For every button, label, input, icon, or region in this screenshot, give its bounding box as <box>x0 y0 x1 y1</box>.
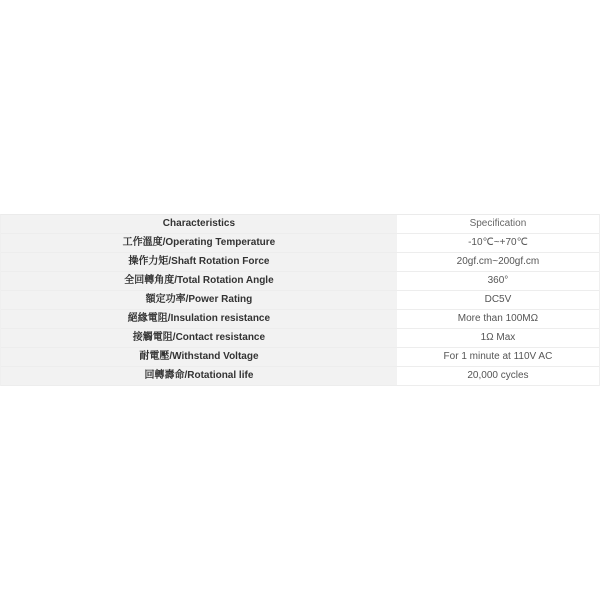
table-header-row <box>1 215 599 234</box>
specification-table <box>0 214 600 386</box>
table-row-operating-temperature <box>1 234 599 253</box>
characteristic-cell: 工作溫度/Operating Temperature <box>1 234 397 252</box>
table-row-power-rating <box>1 291 599 310</box>
specification-cell: DC5V <box>397 291 599 309</box>
table-row-rotational-life <box>1 367 599 386</box>
specification-cell: 1Ω Max <box>397 329 599 347</box>
characteristic-cell: 額定功率/Power Rating <box>1 291 397 309</box>
table-row-shaft-rotation-force <box>1 253 599 272</box>
column-header-specification: Specification <box>397 215 599 233</box>
characteristic-cell: 回轉壽命/Rotational life <box>1 367 397 385</box>
characteristic-cell: 耐電壓/Withstand Voltage <box>1 348 397 366</box>
characteristic-cell: 操作力矩/Shaft Rotation Force <box>1 253 397 271</box>
table-row-insulation-resistance <box>1 310 599 329</box>
characteristic-cell: 接觸電阻/Contact resistance <box>1 329 397 347</box>
specification-cell: 20,000 cycles <box>397 367 599 385</box>
table-row-withstand-voltage <box>1 348 599 367</box>
column-header-characteristics: Characteristics <box>1 215 397 233</box>
characteristic-cell: 全回轉角度/Total Rotation Angle <box>1 272 397 290</box>
table-row-total-rotation-angle <box>1 272 599 291</box>
characteristic-cell: 絕緣電阻/Insulation resistance <box>1 310 397 328</box>
specification-cell: -10℃~+70℃ <box>397 234 599 252</box>
specification-cell: More than 100MΩ <box>397 310 599 328</box>
specification-cell: For 1 minute at 110V AC <box>397 348 599 366</box>
specification-cell: 360° <box>397 272 599 290</box>
table-row-contact-resistance <box>1 329 599 348</box>
specification-cell: 20gf.cm~200gf.cm <box>397 253 599 271</box>
